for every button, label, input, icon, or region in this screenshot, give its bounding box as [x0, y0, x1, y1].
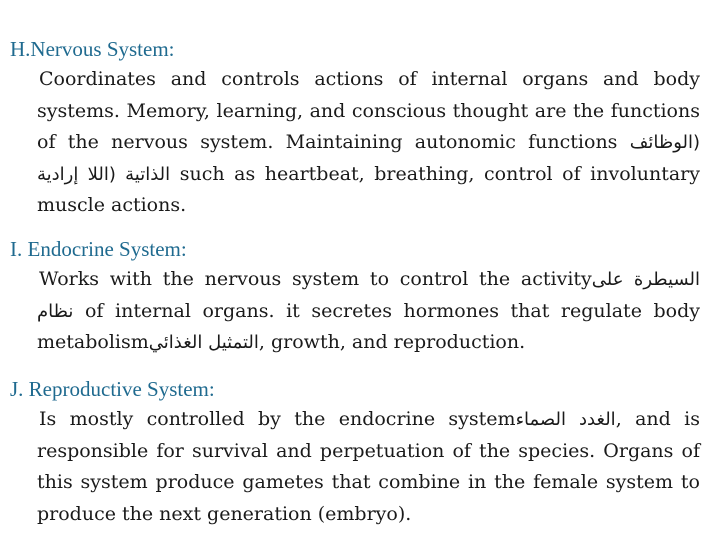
reproductive-system-text [10, 404, 700, 530]
endocrine-system-heading: I. Endocrine System: [10, 237, 187, 261]
nervous-system-heading: H.Nervous System: [10, 37, 175, 61]
reproductive-system-text-part1: Is mostly controlled by the endocrine system [39, 408, 516, 430]
endocrine-system-arabic-term-3: التمثيل الغذائي [148, 332, 259, 353]
nervous-system-arabic-term: (الوظائف الذاتية (اللا إرادية [37, 132, 700, 185]
reproductive-system-text-part2: , and is responsible for survival and perpetuation of the species. Organs of this system produce gametes that combine in the female system to produce the next generation (embryo). [37, 408, 700, 525]
reproductive-system-heading: J. Reproductive System: [10, 377, 215, 401]
nervous-system-text [10, 64, 700, 222]
nervous-system-text-part2: such as heartbeat, breathing, control of involuntary muscle actions. [37, 162, 700, 216]
reproductive-system-section [10, 376, 700, 530]
endocrine-system-arabic-term-2: نظام [37, 300, 74, 322]
nervous-system-text-part1: Coordinates and controls actions of internal organs and body systems. Memory, learning, and conscious thought are the functions of the nervous system. Maintaining autonomic functions [37, 68, 700, 153]
endocrine-system-text-part2: of internal organs. it secretes hormones that regulate body metabolism [37, 299, 700, 353]
endocrine-system-text-part1: Works with the nervous system to control the activity [39, 268, 592, 290]
nervous-system-section [10, 36, 700, 222]
reproductive-system-arabic-term: الغدد الصماء [515, 409, 616, 430]
endocrine-system-section [10, 236, 700, 359]
endocrine-system-text [10, 264, 700, 359]
endocrine-system-text-part3: , growth, and reproduction. [258, 331, 526, 353]
endocrine-system-arabic-term-1: السيطرة على [591, 269, 700, 290]
